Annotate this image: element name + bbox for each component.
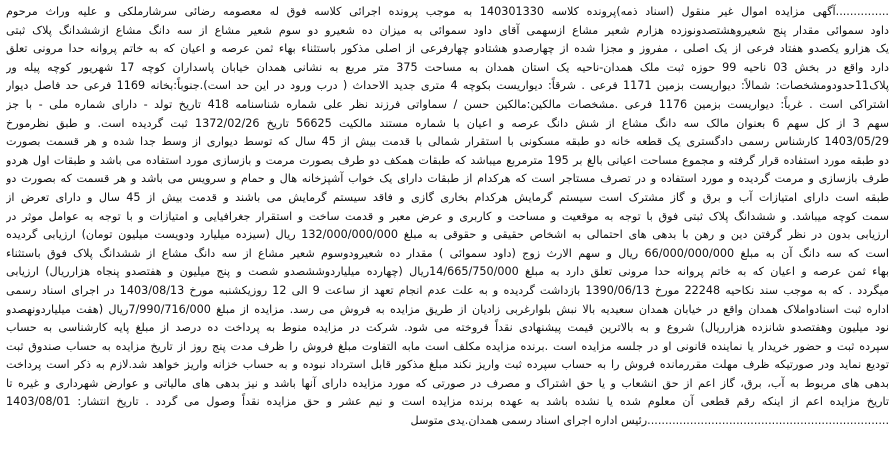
- notice-line: طرف بازسازی و مرمت گردیده و مورد استفاده و در تصرف مستاجر است که هرکدام از طبقات دارای یک خواب آشپزخانه هال و حمام و سرویس می باشد و هر قسمت که بصورت دو: [6, 172, 889, 186]
- notice-line: است که سه دانگ آن به مبلغ 66/000/000/000 ریال و سهم الارث زوج (داود سموائی ) مقدار ده شعیرودوسوم شعیر مشاع از سه دانگ مشاع از ششدانگ پلاک فوق باستثناء: [6, 246, 889, 260]
- notice-line: دارد واقع در بخش 03 ناحیه 99 حوزه ثبت ملک همدان-ناحیه یک استان همدان به مساحت 375 متر مربع به نشانی همدان خیابان پاسداران کوچه 17 شهریور کوچه پیله ور: [6, 60, 889, 74]
- notice-line: بدهی های مربوط به آب، برق، گاز اعم از حق انشعاب و یا حق اشتراک و مصرف در صورتی که مورد مزایده دارای آنها باشد و نیز بدهی های مالیاتی و عوارض شهرداری و غیره تا: [6, 376, 889, 390]
- notice-line: بهاء ثمن عرصه و اعیان که به خاتم پروانه حدا مرونی تعلق دارد به مبلغ 14/665/750/000ریال (چهارده میلیاردوششصدو شصت و پنج میلیون و هفتصدو پنجاه هزارریال) ارزیابی: [6, 265, 889, 279]
- notice-line: اشتراکی است . غرباً: دیواریست بزمین 1176 فرعی .مشخصات مالکین:مالکین حسن / سماواتی فرزند نظر علی شماره شناسنامه 418 تاریخ تولد - دارای شماره ملی - با جز: [6, 97, 889, 111]
- notice-line: نود میلیون وهفتصدو شانزده هزارریال) شروع و به بالاترین قیمت پیشنهادی نقداً فروخته می شود. شرکت در مزایده منوط به پرداخت ده درصد از مبلغ پایه کارشناسی به حساب: [6, 321, 889, 335]
- notice-line: تودیع نماید ودر صورتیکه ظرف مهلت مقررمانده فروش را به حساب سپرده ثبت واریز نکند مبلغ مذکور قابل استرداد نبوده و به حساب خزانه واریز خواهد شد.لازم به ذکر است پرداخت: [6, 358, 889, 372]
- notice-line: میگردد . که به موجب سند نکاحیه 22248 مورخ 1390/06/13 بازداشت گردیده و به علت عدم انجام تعهد از ساعت 9 الی 12 روزیکشنبه مورخ 1403/08/13 در اجرای اسناد رسمی: [6, 283, 889, 297]
- notice-line: طبقه است دارای امتیازات آب و برق و گاز مشترک است سیستم گرمایش هرکدام بخاری گازی و فاقد سیستم گرمایش می باشند و قدمت بیش از 45 سال و دارای تعرض از: [6, 190, 889, 204]
- notice-line: سهم 3 از کل سهم 6 بعنوان مالک سه دانگ مشاع از شش دانگ عرصه و اعیان با شماره مستند مالکیت 56625 تاریخ 1372/02/26 ثبت گردیده است. و طبق نظرمورخ: [6, 116, 889, 130]
- notice-line: ...............آگهی مزایده اموال غیر منقول (اسناد ذمه)پرونده کلاسه 140301330 به موجب پرونده اجرائی کلاسه فوق له معصومه رضائی سرشارملکی و علیه وراث مرحوم: [6, 5, 889, 18]
- notice-line: یک هزارو یکصدو هفتاد فرعی از یک اصلی ، مفروز و مجزا شده از چهارصدو هشتادو چهارفرعی از اصلی مذکور باستثناء بهاء ثمن عرصه و اعیان که به خاتم پروانه حدا مرونی تعلق: [6, 42, 889, 56]
- notice-line: دو طبقه مورد استفاده قرار گرفته و مجموع مساحت اعیانی بالغ بر 195 مترمربع میباشد که طبقات همکف دو طرف بصورت مرمت و بازسازی مورد استفاده می باشد و طبقات اول هردو: [6, 153, 889, 167]
- notice-line: تاریخ مزایده اعم از اینکه رقم قطعی آن معلوم شده یا نشده باشد به عهده برنده مزایده است و نیم عشر و حق مزایده نقداً وصول می گردد . تاریخ انتشار: 1403/08/01: [6, 395, 889, 409]
- notice-line: داود سموائی مقدار پنج شعیروهشتصدونوزده هزارم شعیر مشاع ازسهمی آقای داود سموائی به میزان ده شعیرو دو سوم شعیر مشاع از سه دانگ مشاع ازششدانگ پلاک ثبتی: [6, 23, 889, 37]
- notice-line: 1403/05/29 کارشناس رسمی دادگستری یک قطعه خانه دو طبقه مسکونی با استقرار شمالی با قدمت بیش از 45 سال که توسط دیواری از وسط جدا شده و هر قسمت بصورت: [6, 135, 889, 149]
- notice-line: پلاک11حدودومشخصات: شمالاً: دیواریست بزمین 1171 فرعی . شرقاً: دیواریست بکوچه 4 متری جدید الاحداث ( درب ورود در این حد است).جنوباً:بخانه 1169 فرعی حد فاصل دیوار: [6, 79, 889, 93]
- notice-signature: ....................................................................رئیس اداره اجرای اسناد رسمی همدان.یدی متوسل: [410, 414, 889, 428]
- notice-line: سپرده ثبت و حضور خریدار یا نماینده قانونی او در جلسه مزایده است .برنده مزایده مکلف است مابه التفاوت مبلغ فروش را ظرف مدت پنج روز از تاریخ مزایده به حساب صندوق ثبت: [6, 339, 889, 353]
- notice-line: سمت کوچه میباشد. و ششدانگ پلاک ثبتی فوق با توجه به موقعیت و مساحت و کاربری و عرض معبر و قدمت ساخت و استقرار جغرافیایی و امتیازات و با توجه به عوامل موثر در: [6, 209, 889, 223]
- notice-line: اداره ثبت اسنادواملاک همدان واقع در خیابان همدان سعیدیه بالا نبش بلوارغربی زادیان از طریق مزایده به فروش می رسد. مزایده از مبلغ 7/990/716/000ریال (هفت میلیاردونهصدو: [6, 302, 889, 316]
- notice-line: ارزیابی بدون در نظر گرفتن دین و رهن با بدهی های احتمالی به اشخاص حقیقی و حقوقی به مبلغ 132/000/000/000 ریال (سیزده میلیارد ودویست میلیون تومان) ارزیابی گردیده: [6, 228, 889, 242]
